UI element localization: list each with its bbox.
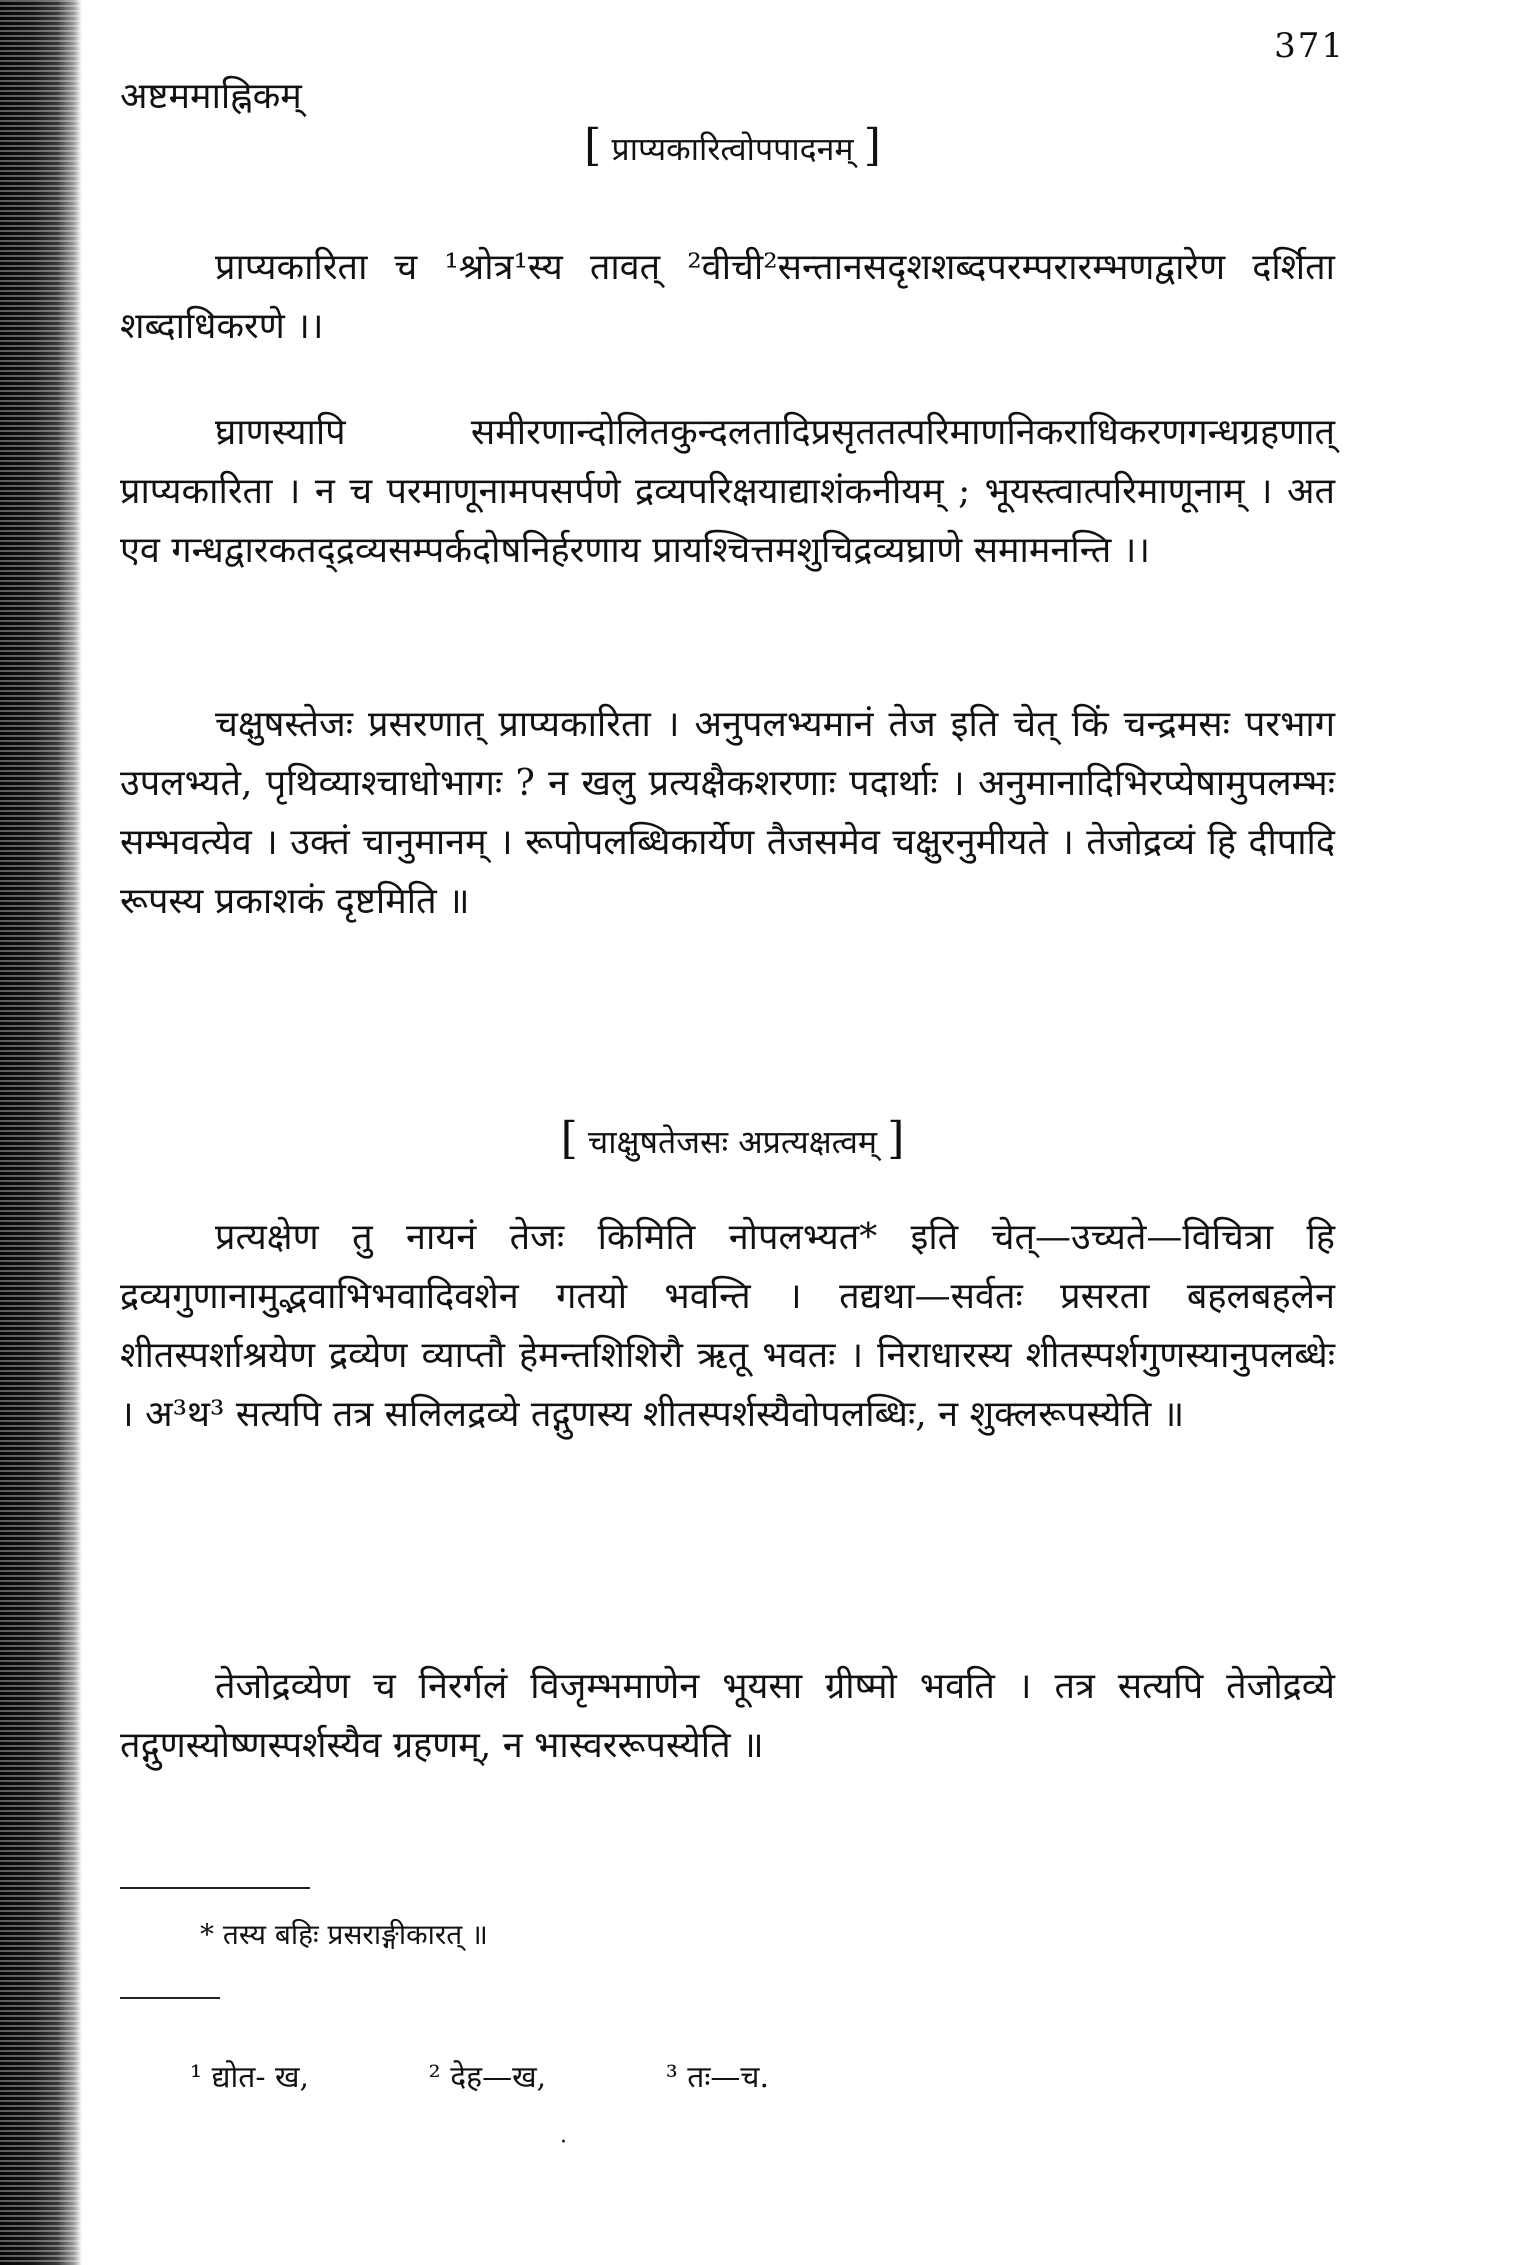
heading-bracket-open: [ [584, 120, 602, 171]
page-number: 371 [1274, 26, 1345, 66]
footnote-ref-3: ³ तः—च. [665, 2060, 769, 2095]
footnote-references [190, 2055, 879, 2096]
footnote-ref-1: ¹ द्योत- ख, [190, 2060, 310, 2095]
footnote-rule-2 [120, 1997, 220, 1999]
paragraph-shrotra: प्राप्यकारिता च ¹श्रोत्र¹स्य तावत् ²वीची²सन्तानसदृशशब्दपरम्परारम्भणद्वारेण दर्शिता शब्दाधिकरणे ।। [120, 247, 1335, 347]
paragraph-pratyaksha: प्रत्यक्षेण तु नायनं तेजः किमिति नोपलभ्यत* इति चेत्—उच्यते—विचित्रा हि द्रव्यगुणानामुद्भवाभिभवादिवशेन गतयो भवन्ति । तद्यथा—सर्वतः प्रसरता बहलबहलेन शीतस्पर्शाश्रयेण द्रव्येण व्याप्तौ हेमन्तशिशिरौ ऋतू भवतः । निराधारस्य शीतस्पर्शगुणस्यानुपलब्धेः । अ³थ³ सत्यपि तत्र सलिलद्रव्ये तद्गुणस्य शीतस्पर्शस्यैवोपलब्धिः, न शुक्लरूपस्येति ॥ [120, 1217, 1335, 1435]
scan-binding-edge [0, 0, 82, 2265]
section-heading-1-text: प्राप्यकारित्वोपपादनम् [611, 130, 854, 168]
section-heading-2-text: चाक्षुषतेजसः अप्रत्यक्षत्वम् [587, 1123, 878, 1161]
document-page [120, 20, 1345, 2220]
heading-bracket-open: [ [560, 1113, 578, 1164]
running-head: अष्टममाह्निकम् [120, 76, 302, 117]
section-heading-2 [120, 1113, 1345, 1164]
paragraph-tejodravya: तेजोद्रव्येण च निरर्गलं विजृम्भमाणेन भूयसा ग्रीष्मो भवति । तत्र सत्यपि तेजोद्रव्ये तद्गुणस्योष्णस्पर्शस्यैव ग्रहणम्, न भास्वररूपस्येति ॥ [120, 1666, 1335, 1766]
scan-stray-mark: · [560, 2130, 567, 2155]
footnote-star: * तस्य बहिः प्रसराङ्गीकारत् ॥ [200, 1918, 488, 1951]
paragraph-ghrana: घ्राणस्यापि समीरणान्दोलितकुन्दलतादिप्रसृततत्परिमाणनिकराधिकरणगन्धग्रहणात् प्राप्यकारिता । न च परमाणूनामपसर्पणे द्रव्यपरिक्षयाद्याशंकनीयम् ; भूयस्त्वात्परिमाणूनाम् । अत एव गन्धद्वारकतद्द्रव्यसम्पर्कदोषनिर्हरणाय प्रायश्चित्तमशुचिद्रव्यघ्राणे समामनन्ति ।। [120, 412, 1335, 571]
heading-bracket-close: ] [887, 1113, 905, 1164]
footnote-rule-1 [120, 1887, 310, 1889]
heading-bracket-close: ] [863, 120, 881, 171]
section-heading-1 [120, 120, 1345, 171]
paragraph-chakshu: चक्षुषस्तेजः प्रसरणात् प्राप्यकारिता । अनुपलभ्यमानं तेज इति चेत् किं चन्द्रमसः परभाग उपलभ्यते, पृथिव्याश्चाधोभागः ? न खलु प्रत्यक्षैकशरणाः पदार्थाः । अनुमानादिभिरप्येषामुपलम्भः सम्भवत्येव । उक्तं चानुमानम् । रूपोपलब्धिकार्येण तैजसमेव चक्षुरनुमीयते । तेजोद्रव्यं हि दीपादि रूपस्य प्रकाशकं दृष्टमिति ॥ [120, 704, 1335, 922]
footnote-ref-2: ² देह—ख, [428, 2060, 547, 2095]
